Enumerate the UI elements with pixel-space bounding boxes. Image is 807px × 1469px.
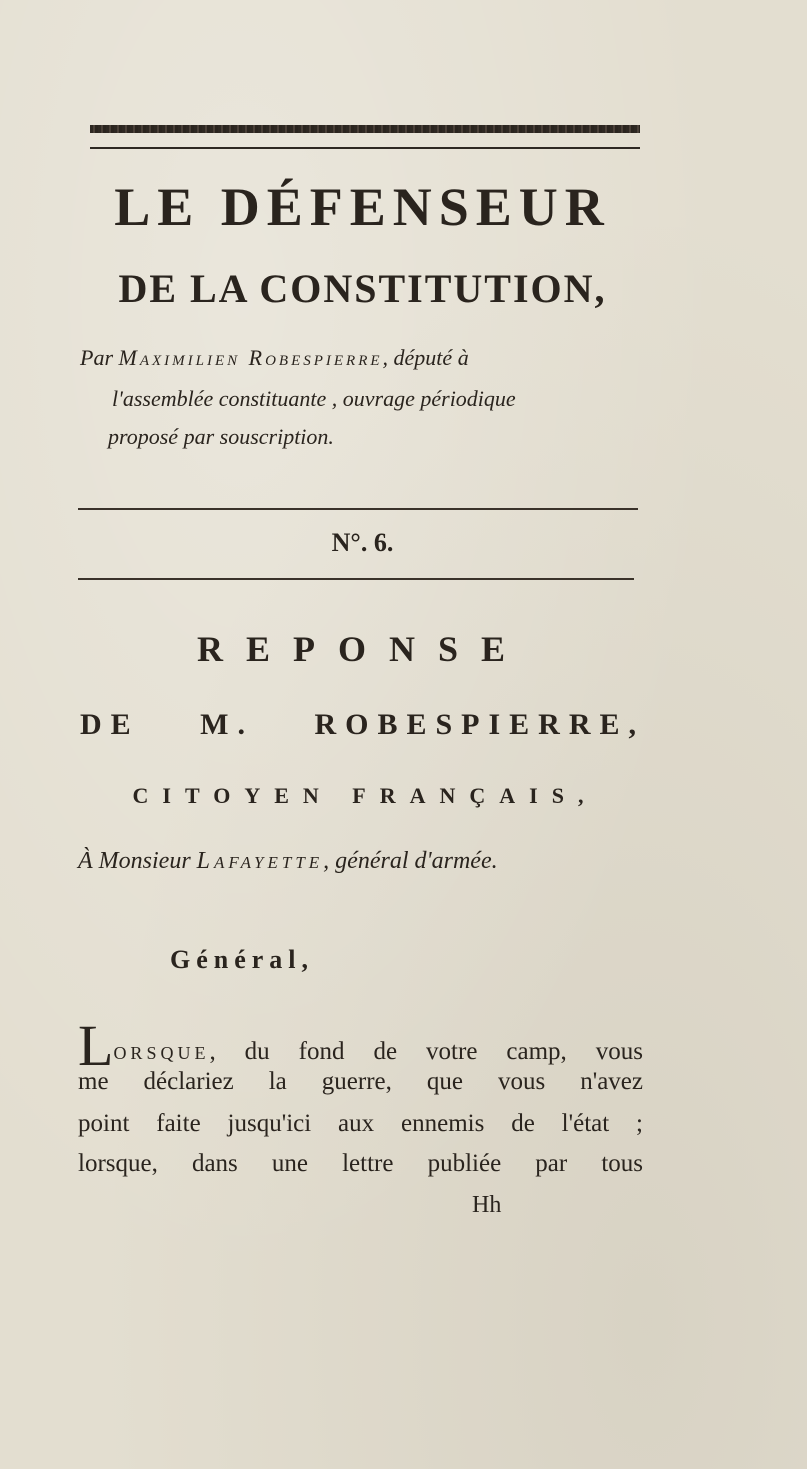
divider-rule-2 — [78, 578, 634, 580]
addressee-suffix: , général d'armée. — [323, 848, 498, 874]
byline-author: Maximilien Robespierre — [118, 345, 383, 370]
addressee-name: Lafayette — [196, 848, 324, 874]
line-1-rest: , du fond de votre camp, vous — [209, 1038, 643, 1065]
heading-reponse: REPONSE — [196, 629, 529, 669]
addressee-prefix: À Monsieur — [78, 848, 197, 874]
byline-line-3: proposé par souscription. — [108, 424, 334, 449]
heading-de-robespierre: DE M. ROBESPIERRE, — [80, 708, 645, 741]
salutation: Général, — [170, 945, 315, 974]
body-line-4: lorsque, dans une lettre publiée par tous — [78, 1150, 643, 1177]
byline-prefix: Par — [80, 345, 119, 370]
body-line-2: me déclariez la guerre, que vous n'avez — [78, 1068, 643, 1095]
heading-citoyen: CITOYEN FRANÇAIS, — [132, 783, 598, 808]
issue-number: N°. 6. — [331, 528, 394, 557]
drop-cap: L — [78, 1013, 114, 1078]
journal-title: LE DÉFENSEUR — [114, 177, 611, 237]
signature-mark: Hh — [472, 1192, 502, 1218]
byline-line-1 — [80, 345, 469, 371]
body-line-1 — [78, 1013, 643, 1078]
ornamental-rule-top — [90, 125, 640, 133]
byline-suffix: , député à — [382, 345, 469, 370]
divider-rule-1 — [78, 508, 638, 510]
thin-rule-top — [90, 147, 640, 149]
heading-addressee — [78, 848, 648, 875]
journal-subtitle: DE LA CONSTITUTION, — [118, 266, 607, 311]
first-word-rest: orsque — [113, 1038, 210, 1065]
byline-line-2: l'assemblée constituante , ouvrage périodique — [112, 386, 516, 411]
body-line-3: point faite jusqu'ici aux ennemis de l'état ; — [78, 1110, 643, 1137]
